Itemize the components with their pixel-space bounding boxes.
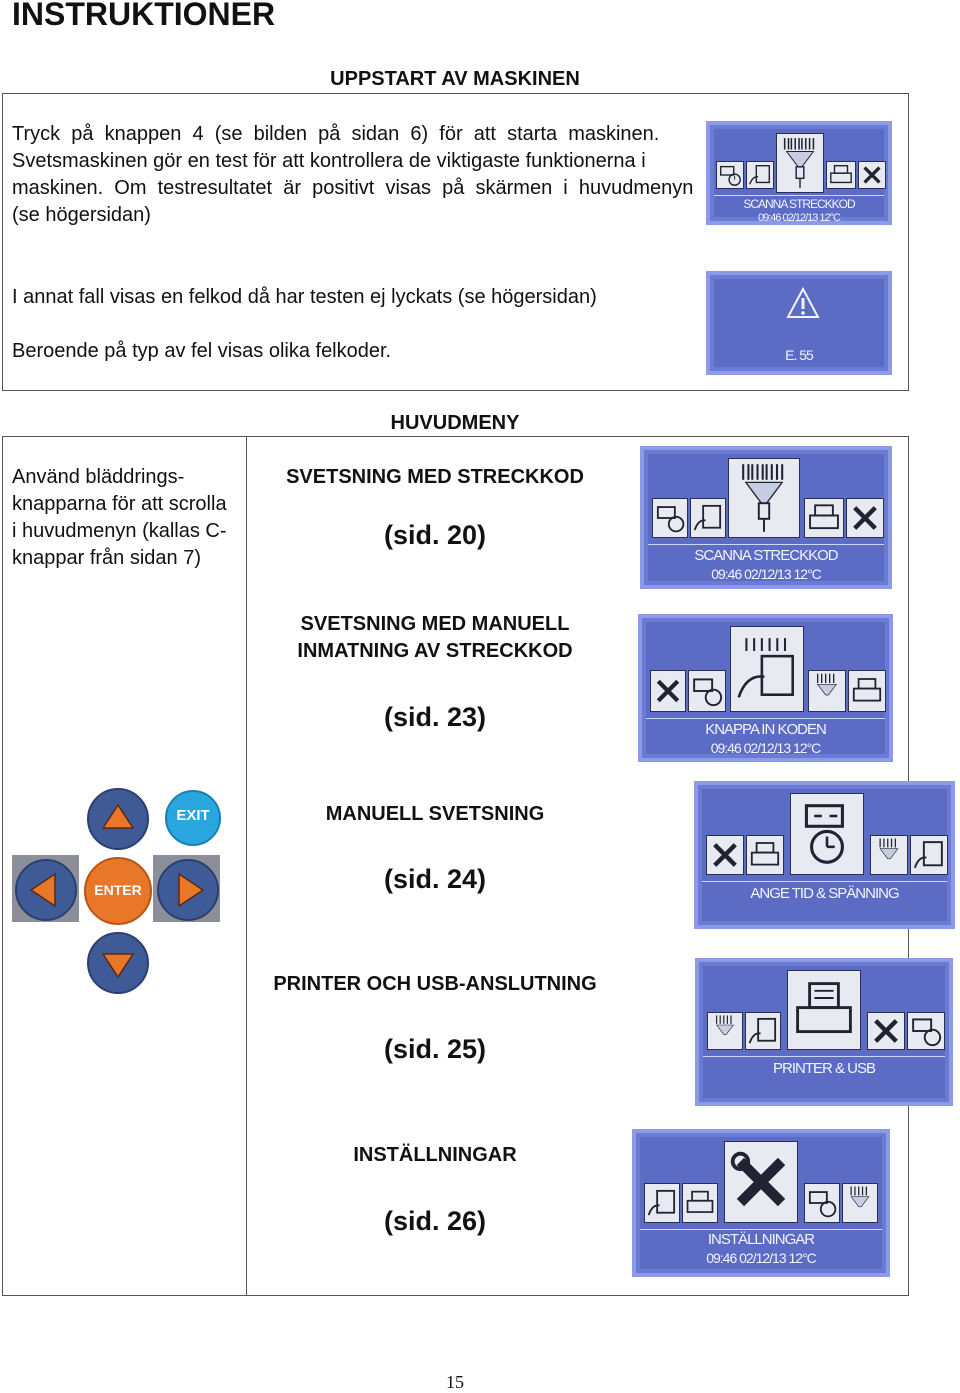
menu-item-page: (sid. 20) <box>383 520 487 550</box>
right-arrow-icon <box>159 861 217 919</box>
lcd-status-text: SCANNA STRECKKOD <box>694 547 838 564</box>
menu-item-page: (sid. 23) <box>383 702 487 732</box>
lcd-screen-printer <box>695 958 953 1106</box>
lcd-screen-settings <box>632 1129 890 1277</box>
lcd-status-text: INSTÄLLNINGAR <box>707 1231 815 1248</box>
barcode-scanner-icon <box>870 835 908 875</box>
startup-line-3: maskinen. Om testresultatet är positivt visas på skärmen i huvudmenyn <box>12 177 694 199</box>
barcode-scanner-icon <box>842 1183 878 1223</box>
printer-icon <box>682 1183 718 1223</box>
lcd-screen-manual-weld <box>694 781 955 929</box>
barcode-scanner-icon <box>707 1012 743 1050</box>
menu-item-page: (sid. 24) <box>383 864 487 894</box>
instruction-line-1: Använd bläddrings- <box>12 466 185 488</box>
battery-clock-icon <box>907 1012 945 1050</box>
warning-triangle-icon <box>786 287 820 319</box>
battery-clock-icon <box>652 498 688 538</box>
mainmenu-divider <box>246 436 247 1296</box>
keypad-hand-icon <box>745 1012 781 1050</box>
errorcode-paragraph: Beroende på typ av fel visas olika felkoder. <box>12 340 392 362</box>
menu-item-page: (sid. 25) <box>383 1034 487 1064</box>
menu-item-title-line-2: INMATNING AV STRECKKOD <box>297 640 573 662</box>
lcd-status-text: SCANNA STRECKKOD <box>743 197 855 211</box>
keypad-hand-icon <box>730 626 804 712</box>
enter-button[interactable] <box>84 857 152 925</box>
right-arrow-button[interactable] <box>157 859 219 921</box>
battery-clock-icon <box>688 670 726 712</box>
lcd-screen-manual-code <box>638 614 893 762</box>
exit-button[interactable] <box>165 790 221 846</box>
menu-item-page: (sid. 26) <box>383 1206 487 1236</box>
error-paragraph: I annat fall visas en felkod då har testen ej lyckats (se högersidan) <box>12 286 597 308</box>
menu-item-title: SVETSNING MED STRECKKOD <box>286 466 584 488</box>
battery-clock-icon <box>716 161 744 189</box>
keypad-hand-icon <box>910 835 948 875</box>
startup-line-2: Svetsmaskinen gör en test för att kontrollera de viktigaste funktionerna i <box>12 150 646 172</box>
battery-clock-icon <box>790 793 864 875</box>
lcd-screen-startup <box>706 121 892 225</box>
menu-item-title: MANUELL SVETSNING <box>325 803 545 825</box>
menu-item-title: SVETSNING MED MANUELL <box>300 613 570 635</box>
menu-item-title: INSTÄLLNINGAR <box>353 1144 517 1166</box>
left-arrow-button[interactable] <box>15 859 77 921</box>
keypad-hand-icon <box>746 161 774 189</box>
printer-icon <box>804 498 844 538</box>
menu-item-title: PRINTER OCH USB-ANSLUTNING <box>273 973 597 995</box>
enter-label: ENTER <box>94 882 142 898</box>
page-title: INSTRUKTIONER <box>12 0 276 32</box>
lcd-datetime: 09:46 02/12/13 12°C <box>706 1250 816 1266</box>
keypad-hand-icon <box>690 498 726 538</box>
barcode-scanner-icon <box>728 458 800 538</box>
tools-icon <box>650 670 686 712</box>
page-number: 15 <box>446 1372 464 1392</box>
left-arrow-icon <box>17 861 75 919</box>
tools-icon <box>846 498 884 538</box>
barcode-scanner-icon <box>776 133 824 193</box>
lcd-datetime: 09:46 02/12/13 12°C <box>757 212 841 224</box>
lcd-error-code: E. 55 <box>785 347 813 363</box>
lcd-screen-error <box>706 271 892 375</box>
down-arrow-button[interactable] <box>87 932 149 994</box>
printer-icon <box>826 161 856 189</box>
exit-label: EXIT <box>176 807 210 824</box>
down-arrow-icon <box>89 934 147 992</box>
instruction-line-4: knappar från sidan 7) <box>12 547 202 569</box>
startup-line-4: (se högersidan) <box>12 204 151 226</box>
printer-icon <box>787 970 861 1050</box>
mainmenu-heading: HUVUDMENY <box>390 412 520 434</box>
tools-icon <box>867 1012 905 1050</box>
instruction-line-2: knapparna för att scrolla <box>12 493 227 515</box>
startup-paragraph <box>12 121 692 229</box>
lcd-datetime: 09:46 02/12/13 12°C <box>710 740 821 756</box>
startup-line-1: Tryck på knappen 4 (se bilden på sidan 6) för att starta maskinen. <box>12 123 660 145</box>
barcode-scanner-icon <box>808 670 846 712</box>
tools-icon <box>858 161 886 189</box>
mainmenu-instructions <box>12 464 242 572</box>
up-arrow-icon <box>89 790 147 848</box>
keypad-hand-icon <box>644 1183 680 1223</box>
lcd-status-text: PRINTER & USB <box>772 1060 876 1077</box>
lcd-status-text: KNAPPA IN KODEN <box>705 721 826 738</box>
battery-clock-icon <box>804 1183 840 1223</box>
tools-icon <box>706 835 744 875</box>
printer-icon <box>746 835 784 875</box>
printer-icon <box>848 670 886 712</box>
up-arrow-button[interactable] <box>87 788 149 850</box>
lcd-datetime: 09:46 02/12/13 12°C <box>711 566 821 582</box>
lcd-screen-barcode <box>640 446 892 589</box>
tools-icon <box>724 1141 798 1223</box>
lcd-status-text: ANGE TID & SPÄNNING <box>750 885 899 902</box>
instruction-line-3: i huvudmenyn (kallas C- <box>12 520 227 542</box>
startup-heading: UPPSTART AV MASKINEN <box>330 68 580 90</box>
